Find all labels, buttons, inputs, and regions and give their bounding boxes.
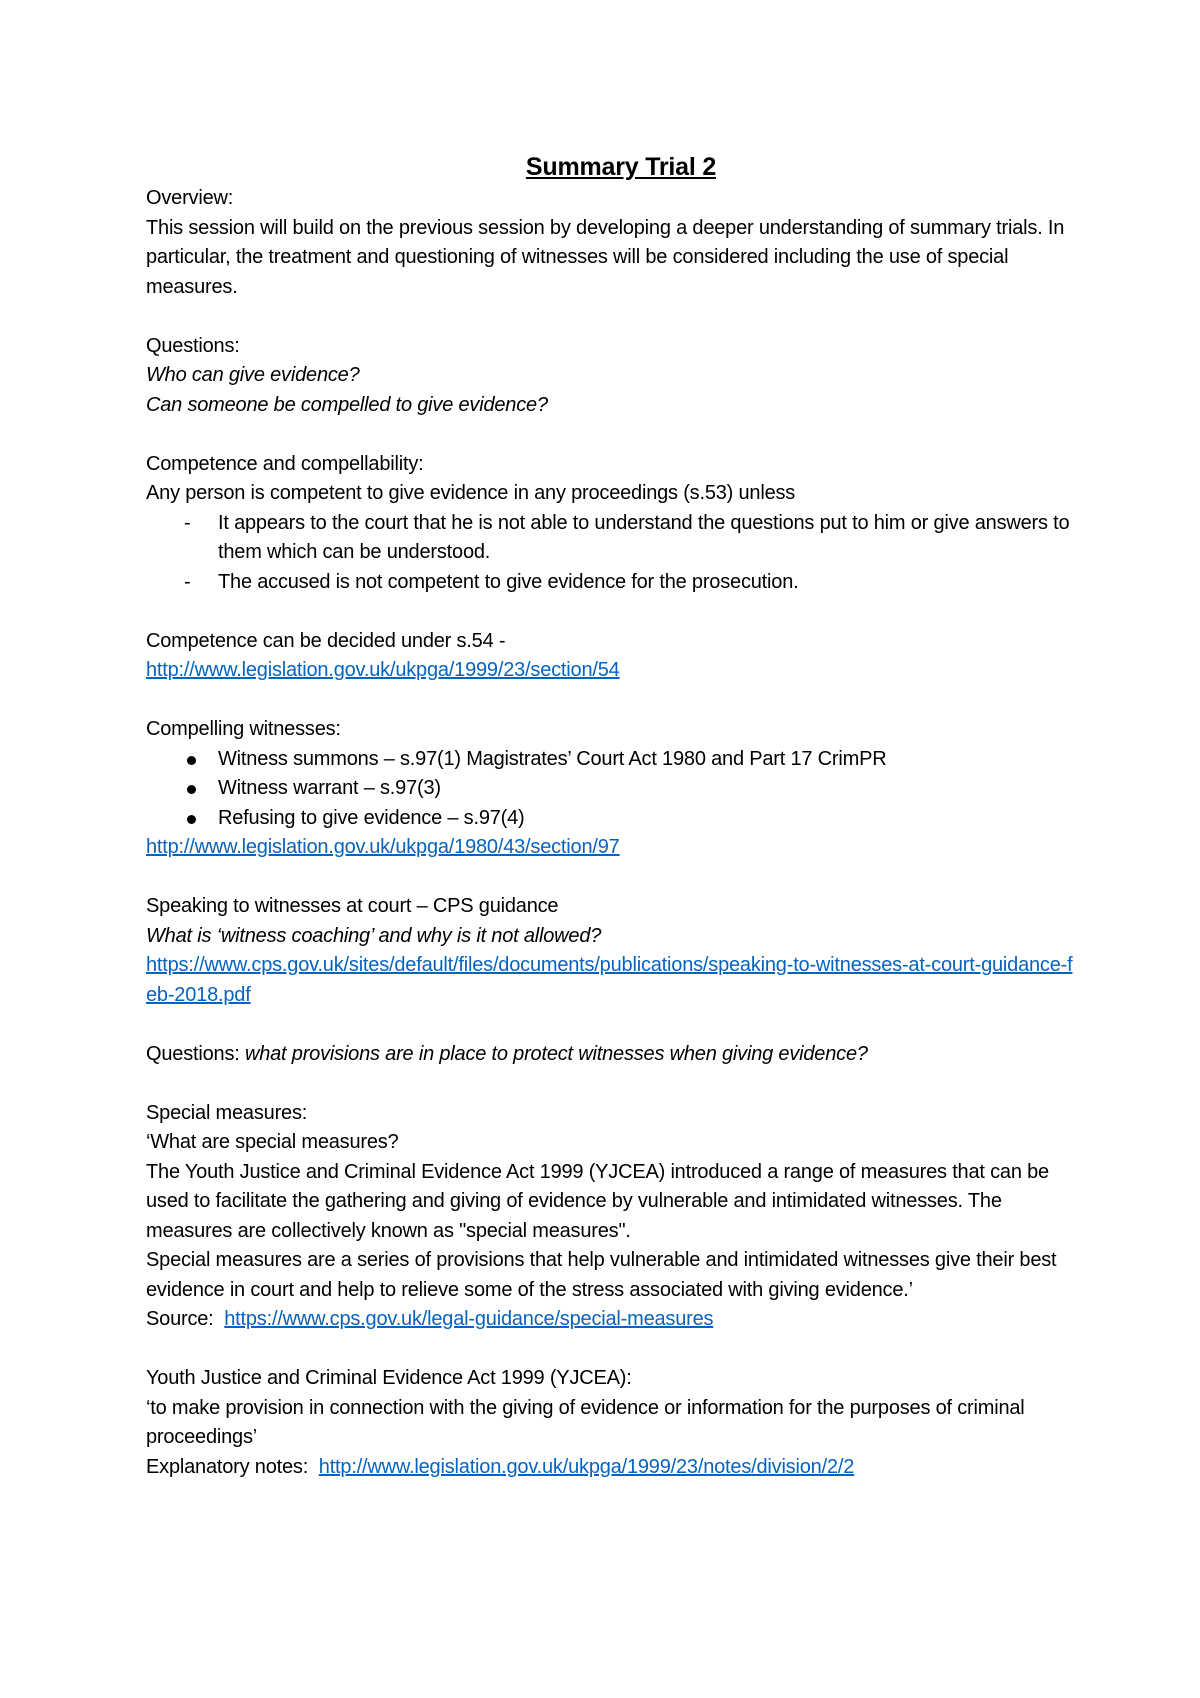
- protect-question: what provisions are in place to protect witnesses when giving evidence?: [239, 1042, 868, 1065]
- yjcea-label: Youth Justice and Criminal Evidence Act 1999 (YJCEA):: [146, 1367, 632, 1389]
- link-explanatory-notes[interactable]: http://www.legislation.gov.uk/ukpga/1999/23/notes/division/2/2: [318, 1455, 855, 1478]
- special-measures-question: ‘What are special measures?: [146, 1131, 399, 1153]
- speaking-label: Speaking to witnesses at court – CPS guidance: [146, 895, 559, 917]
- witness-coaching-question: What is ‘witness coaching’ and why is it not allowed?: [146, 924, 602, 947]
- protect-label: Questions:: [146, 1042, 240, 1065]
- bullet-dot: [187, 815, 196, 824]
- source-label: Source:: [146, 1308, 214, 1330]
- competence-decided-text: Competence can be decided under s.54 -: [146, 629, 506, 652]
- source-line: [146, 1305, 1076, 1335]
- special-measures-para2: Special measures are a series of provisions that help vulnerable and intimidated witnesses give their best evidence in court and help to relieve some of the stress associated with giving evidence.’: [146, 1249, 1057, 1301]
- special-measures-label: Special measures:: [146, 1101, 308, 1124]
- protect-question-line: [146, 1040, 1076, 1070]
- link-cps-special-measures[interactable]: https://www.cps.gov.uk/legal-guidance/special-measures: [224, 1308, 714, 1330]
- document-body: [146, 150, 1076, 1482]
- overview-label: Overview:: [146, 187, 234, 209]
- list-item: - It appears to the court that he is not able to understand the questions put to him or give answers to them which can be understood.: [146, 509, 1076, 568]
- explanatory-notes-line: [146, 1453, 1076, 1483]
- link-cps-guidance-pdf[interactable]: https://www.cps.gov.uk/sites/default/files/documents/publications/speaking-to-witnesses-at-court-guidance-feb-2018.pdf: [146, 954, 1073, 1006]
- link-section-54[interactable]: http://www.legislation.gov.uk/ukpga/1999/23/section/54: [146, 659, 620, 681]
- link-section-97[interactable]: http://www.legislation.gov.uk/ukpga/1980/43/section/97: [146, 836, 620, 858]
- overview-text: This session will build on the previous session by developing a deeper understanding of summary trials. In particular, the treatment and questioning of witnesses will be considered including the use of special measures.: [146, 216, 1065, 298]
- bullet-dot: [187, 785, 196, 794]
- compelling-label: Compelling witnesses:: [146, 718, 341, 740]
- list-item: Witness warrant – s.97(3): [146, 774, 1076, 804]
- list-item: - The accused is not competent to give evidence for the prosecution.: [146, 568, 1076, 598]
- dash-marker: -: [184, 570, 191, 593]
- competence-list: [146, 509, 1076, 598]
- yjcea-quote: ‘to make provision in connection with the giving of evidence or information for the purposes of criminal proceedings’: [146, 1396, 1025, 1448]
- question-who-can-give-evidence: Who can give evidence?: [146, 364, 360, 386]
- compelling-list: [146, 745, 1076, 834]
- question-compelled: Can someone be compelled to give evidence?: [146, 393, 548, 416]
- competence-label: Competence and compellability:: [146, 452, 424, 475]
- explanatory-notes-label: Explanatory notes:: [146, 1455, 309, 1478]
- list-item: Refusing to give evidence – s.97(4): [146, 804, 1076, 834]
- questions-label: Questions:: [146, 334, 240, 357]
- special-measures-para1: The Youth Justice and Criminal Evidence Act 1999 (YJCEA) introduced a range of measures that can be used to facilitate the gathering and giving of evidence by vulnerable and intimidated witnesses. The measures are collectively known as "special measures".: [146, 1160, 1049, 1242]
- list-item: Witness summons – s.97(1) Magistrates’ Court Act 1980 and Part 17 CrimPR: [146, 745, 1076, 775]
- dash-marker: -: [184, 511, 191, 534]
- page-title: Summary Trial 2: [525, 153, 717, 181]
- bullet-dot: [187, 756, 196, 765]
- competence-intro: Any person is competent to give evidence in any proceedings (s.53) unless: [146, 482, 796, 504]
